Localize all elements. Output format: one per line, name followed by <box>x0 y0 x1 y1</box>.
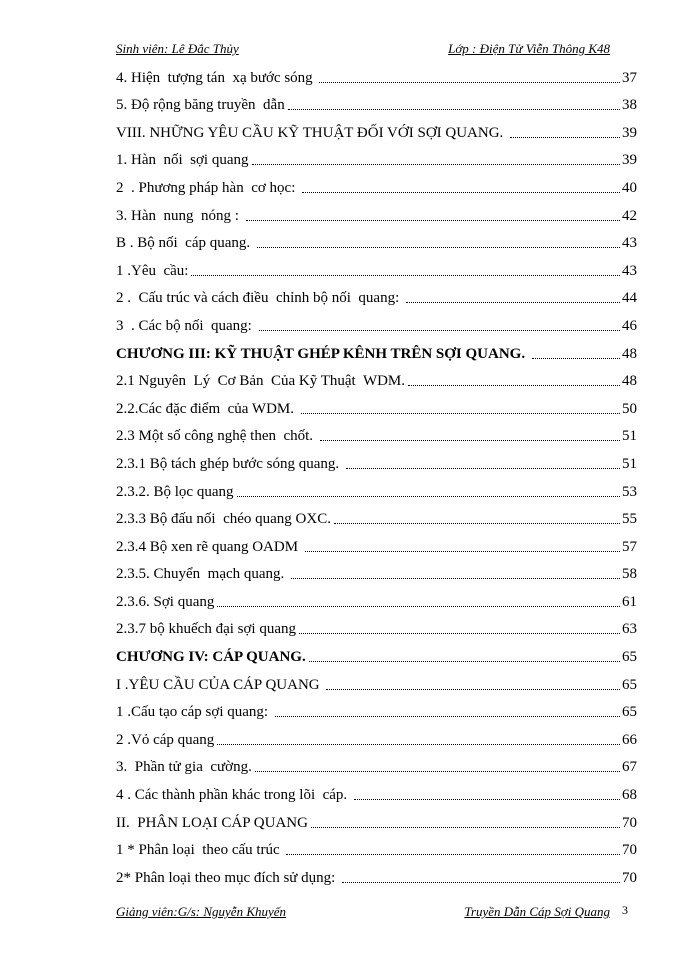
toc-entry-page: 48 <box>622 345 637 362</box>
toc-entry[interactable] <box>116 445 637 473</box>
dot-leader <box>299 633 620 634</box>
toc-entry[interactable] <box>116 694 637 722</box>
dot-leader <box>510 137 620 138</box>
toc-entry[interactable] <box>116 611 637 639</box>
toc-entry[interactable] <box>116 721 637 749</box>
toc-entry-page: 37 <box>622 69 637 86</box>
toc-entry-page: 39 <box>622 152 637 169</box>
student-name: Sinh viên: Lê Đắc Thủy <box>116 41 239 56</box>
toc-entry-title: 2.3.3 Bộ đấu nối chéo quang OXC. <box>116 511 331 528</box>
dot-leader <box>320 440 620 441</box>
dot-leader <box>291 578 620 579</box>
toc-entry-page: 63 <box>622 621 637 638</box>
dot-leader <box>246 220 620 221</box>
toc-entry[interactable] <box>116 363 637 391</box>
dot-leader <box>311 827 620 828</box>
table-of-contents <box>116 59 637 887</box>
dot-leader <box>302 192 620 193</box>
toc-entry-page: 65 <box>622 676 637 693</box>
toc-entry-page: 58 <box>622 566 637 583</box>
dot-leader <box>286 854 620 855</box>
toc-entry-page: 53 <box>622 483 637 500</box>
toc-entry-page: 61 <box>622 593 637 610</box>
dot-leader <box>237 496 621 497</box>
dot-leader <box>309 661 620 662</box>
toc-entry-page: 43 <box>622 235 637 252</box>
toc-entry-title: 1 .Cấu tạo cáp sợi quang: <box>116 704 272 721</box>
toc-entry-title: B . Bộ nối cáp quang. <box>116 235 254 252</box>
toc-entry-page: 46 <box>622 317 637 334</box>
dot-leader <box>334 523 620 524</box>
toc-entry-page: 66 <box>622 731 637 748</box>
toc-entry-title: 2.2.Các đặc điểm của WDM. <box>116 400 298 417</box>
toc-entry-title: VIII. NHỮNG YÊU CẦU KỸ THUẬT ĐỐI VỚI SỢI QUANG. <box>116 124 508 141</box>
page-header <box>116 41 610 57</box>
toc-entry-title: CHƯƠNG III: KỸ THUẬT GHÉP KÊNH TRÊN SỢI QUANG. <box>116 345 529 362</box>
toc-entry-title: 2.3.7 bộ khuếch đại sợi quang <box>116 621 296 638</box>
dot-leader <box>252 164 620 165</box>
dot-leader <box>346 468 620 469</box>
toc-entry-title: 4. Hiện tượng tán xạ bước sóng <box>116 69 317 86</box>
toc-entry[interactable] <box>116 197 637 225</box>
toc-entry-page: 70 <box>622 869 637 886</box>
dot-leader <box>217 606 620 607</box>
dot-leader <box>255 771 620 772</box>
toc-entry[interactable] <box>116 114 637 142</box>
toc-entry-title: I .YÊU CẦU CỦA CÁP QUANG <box>116 676 324 693</box>
toc-entry[interactable] <box>116 87 637 115</box>
dot-leader <box>354 799 620 800</box>
toc-entry-page: 42 <box>622 207 637 224</box>
toc-entry-title: 2* Phân loại theo mục đích sử dụng: <box>116 869 340 886</box>
toc-entry-page: 55 <box>622 511 637 528</box>
dot-leader <box>326 689 620 690</box>
toc-entry-title: 1 * Phân loại theo cấu trúc <box>116 842 284 859</box>
toc-entry-page: 70 <box>622 842 637 859</box>
dot-leader <box>301 413 620 414</box>
toc-entry-title: 2.3.4 Bộ xen rẽ quang OADM <box>116 538 302 555</box>
toc-entry-title: 1 .Yêu cầu: <box>116 262 189 279</box>
toc-entry-title: 3. Hàn nung nóng : <box>116 207 243 224</box>
toc-entry-title: 2 .Vỏ cáp quang <box>116 731 215 748</box>
dot-leader <box>532 358 620 359</box>
toc-entry-title: CHƯƠNG IV: CÁP QUANG. <box>116 649 306 666</box>
toc-entry[interactable] <box>116 252 637 280</box>
toc-entry[interactable] <box>116 832 637 860</box>
toc-entry-page: 39 <box>622 124 637 141</box>
toc-entry[interactable] <box>116 473 637 501</box>
toc-entry[interactable] <box>116 556 637 584</box>
toc-entry-page: 44 <box>622 290 637 307</box>
toc-entry[interactable] <box>116 169 637 197</box>
dot-leader <box>217 744 620 745</box>
toc-entry-page: 57 <box>622 538 637 555</box>
toc-entry[interactable] <box>116 583 637 611</box>
toc-entry[interactable] <box>116 225 637 253</box>
toc-entry-page: 65 <box>622 704 637 721</box>
toc-entry-page: 51 <box>622 428 637 445</box>
toc-entry[interactable] <box>116 528 637 556</box>
toc-entry[interactable] <box>116 307 637 335</box>
toc-entry-title: II. PHÂN LOẠI CÁP QUANG <box>116 814 308 831</box>
toc-entry-page: 70 <box>622 814 637 831</box>
toc-entry-title: 2.3 Một số công nghệ then chốt. <box>116 428 317 445</box>
document-title: Truyền Dẫn Cáp Sợi Quang <box>464 904 610 919</box>
toc-entry-page: 40 <box>622 179 637 196</box>
toc-entry-page: 48 <box>622 373 637 390</box>
dot-leader <box>259 330 620 331</box>
dot-leader <box>275 716 620 717</box>
toc-entry-page: 38 <box>622 97 637 114</box>
toc-entry[interactable] <box>116 776 637 804</box>
toc-entry[interactable] <box>116 390 637 418</box>
toc-entry[interactable] <box>116 59 637 87</box>
toc-entry-title: 5. Độ rộng băng truyền dẫn <box>116 97 285 114</box>
dot-leader <box>305 551 620 552</box>
toc-entry[interactable] <box>116 501 637 529</box>
toc-entry-title: 2 . Phương pháp hàn cơ học: <box>116 179 300 196</box>
toc-entry-title: 2.1 Nguyên Lý Cơ Bản Của Kỹ Thuật WDM. <box>116 373 406 390</box>
dot-leader <box>408 385 620 386</box>
dot-leader <box>191 275 620 276</box>
toc-entry-page: 65 <box>622 649 637 666</box>
toc-entry-page: 43 <box>622 262 637 279</box>
class-name: Lớp : Điện Tử Viễn Thông K48 <box>448 41 610 56</box>
toc-entry-page: 67 <box>622 759 637 776</box>
toc-entry-title: 2 . Cấu trúc và cách điều chỉnh bộ nối quang: <box>116 290 404 307</box>
toc-entry-title: 3. Phần tử gia cường. <box>116 759 252 776</box>
toc-entry[interactable] <box>116 280 637 308</box>
toc-entry[interactable] <box>116 749 637 777</box>
dot-leader <box>342 882 620 883</box>
toc-entry-title: 2.3.1 Bộ tách ghép bước sóng quang. <box>116 455 343 472</box>
toc-entry-title: 2.3.6. Sợi quang <box>116 593 215 610</box>
toc-entry-page: 68 <box>622 787 637 804</box>
toc-entry[interactable] <box>116 666 637 694</box>
toc-entry[interactable] <box>116 335 637 363</box>
toc-entry-page: 51 <box>622 455 637 472</box>
dot-leader <box>319 82 620 83</box>
dot-leader <box>406 302 620 303</box>
toc-entry[interactable] <box>116 859 637 887</box>
toc-entry-title: 3 . Các bộ nối quang: <box>116 317 256 334</box>
toc-entry[interactable] <box>116 418 637 446</box>
dot-leader <box>288 109 620 110</box>
toc-entry[interactable] <box>116 142 637 170</box>
toc-entry[interactable] <box>116 638 637 666</box>
lecturer-name: Giảng viên:G/s: Nguyễn Khuyến <box>116 904 287 919</box>
page-number: 3 <box>622 903 628 917</box>
toc-entry-page: 50 <box>622 400 637 417</box>
toc-entry-title: 4 . Các thành phần khác trong lõi cáp. <box>116 787 351 804</box>
toc-entry[interactable] <box>116 804 637 832</box>
toc-entry-title: 2.3.2. Bộ lọc quang <box>116 483 234 500</box>
toc-entry-title: 2.3.5. Chuyển mạch quang. <box>116 566 289 583</box>
toc-entry-title: 1. Hàn nối sợi quang <box>116 152 249 169</box>
dot-leader <box>257 247 620 248</box>
page-footer <box>116 904 610 920</box>
